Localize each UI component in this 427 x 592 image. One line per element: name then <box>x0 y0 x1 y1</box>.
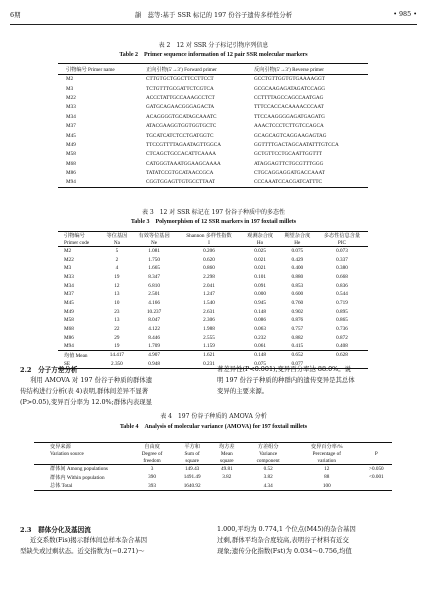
table2-cell-forward: GATGCAGAACGGGAGACTA <box>146 104 215 111</box>
table3-cell: 10.237 <box>146 308 162 315</box>
table3-cell: 0.882 <box>291 334 304 341</box>
section-2-3-right-line: 现象;遗传分化指数(Fst)为 0.034～0.756,均值 <box>217 547 352 555</box>
header-divider <box>10 24 417 25</box>
table4-header-row <box>34 450 392 457</box>
table3-cell: 19 <box>114 273 120 280</box>
table2-cell-forward: TGCATCATCTCCTGATGGTC <box>146 132 214 139</box>
table2-cell-primer-name: M94 <box>66 179 76 186</box>
table2-row <box>58 112 368 121</box>
section-2-2-right-line: 著差异性(P<0.001),变异百分率达 88.0%。说 <box>217 365 351 373</box>
table2-cell-primer-name: M37 <box>66 123 76 130</box>
table4-cell: 总体 Total <box>50 483 73 490</box>
table3-cell: 0.600 <box>291 291 304 298</box>
table3-cell: 0.876 <box>291 317 304 324</box>
table3-col-en: He <box>294 239 301 246</box>
table3-cell: 0.232 <box>254 334 266 341</box>
table2-primer-sequences <box>58 63 368 188</box>
table2-cell-forward: CATGGGTAAATGGAAGCAAAA <box>146 160 221 167</box>
table3-header-row-en <box>58 239 368 247</box>
running-head <box>10 10 417 22</box>
table4-cell: 149.43 <box>184 465 200 472</box>
table2-cell-reverse: ATAGGAGTTCTGCGTTTGGG <box>254 160 324 167</box>
table2-caption-cn: 表 2 12 对 SSR 分子标记引物序列信息 <box>158 42 269 49</box>
table3-cell: 2.041 <box>203 282 215 289</box>
section-2-2-left-line: 利用 AMOVA 对 197 份谷子种质的群体遗 <box>30 376 153 384</box>
table2-row <box>58 103 368 112</box>
table4-cell: 3.82 <box>222 474 232 481</box>
table4-col-cn <box>361 443 392 451</box>
table3-cell: M2 <box>64 248 72 255</box>
table3-cell: 0.075 <box>291 248 304 255</box>
table3-cell: 0.077 <box>291 360 304 367</box>
table4-cell: 群体内 Within population <box>50 474 105 481</box>
table4-cell: 0.52 <box>263 465 273 472</box>
table3-cell: 0.380 <box>336 265 348 272</box>
table3-cell: 0.853 <box>291 282 304 289</box>
table2-cell-forward: CTTGTGCTGGCTTCCTTCCT <box>146 76 214 83</box>
article-running-title: 韻 蕊等:基于 SSR 标记的 197 份谷子遗传多样性分析 <box>134 11 293 19</box>
table3-cell: 5 <box>115 248 119 255</box>
table3-row <box>58 316 368 325</box>
table3-caption-cn: 表 3 12 对 SSR 标记在 197 份谷子种质中的多态性 <box>142 209 285 216</box>
table2-row <box>58 168 368 177</box>
table3-row <box>58 247 368 256</box>
table2-cell-forward: ATACGAAGGTGGTGGTGCTC <box>146 123 217 130</box>
table2-cell-reverse: CCCAAATCCACGATCATTTC <box>254 179 323 186</box>
table3-col-en: PIC <box>337 239 346 246</box>
table4-cell: 390 <box>148 474 156 481</box>
table3-col-en: Ho <box>256 239 264 246</box>
table4-col-en: freedom <box>143 457 161 464</box>
table4-cell: 1491.49 <box>183 474 201 481</box>
table3-cell: 0.760 <box>291 299 304 306</box>
table4-cell: >0.050 <box>369 465 384 472</box>
table3-cell: 0.148 <box>254 352 266 359</box>
table3-cell: 14.417 <box>109 352 125 359</box>
table2-cell-primer-name: M3 <box>66 85 74 92</box>
table2-cell-reverse: GCCTGTTGGTGTGAAAAGGT <box>254 76 325 83</box>
table2-row <box>58 93 368 102</box>
table3-row <box>58 273 368 282</box>
table3-row <box>58 325 368 334</box>
table3-col-cn: 有效等位基因 <box>138 233 170 239</box>
table3-cell: 23 <box>114 308 120 315</box>
table3-cell: 29 <box>114 334 120 341</box>
table4-col-mid: Variance <box>259 450 278 457</box>
table2-row <box>58 140 368 149</box>
table3-col-en: I <box>208 239 210 246</box>
table3-cell: 0.836 <box>336 282 348 289</box>
table3-cell: 0.231 <box>203 360 215 367</box>
table4-col-cn: 变异百分率/% <box>310 444 343 450</box>
table3-cell: 0.101 <box>254 273 266 280</box>
table3-row <box>58 342 368 351</box>
table4-row <box>34 482 392 491</box>
table2-cell-primer-name: M34 <box>66 113 76 120</box>
section-2-3-left-line: 型缺失或过剩状态。近交指数为(−0.271)～ <box>20 547 145 555</box>
table2-cell-primer-name: M68 <box>66 160 76 167</box>
table3-cell: 0.415 <box>291 343 304 350</box>
table3-cell: 6.810 <box>148 282 160 289</box>
table3-cell: 19 <box>114 343 120 350</box>
section-2-2-right-line: 明 197 份谷子种质的种群内的遗传变异是其总体 <box>217 376 355 384</box>
table4-cell: 49.81 <box>220 465 233 472</box>
table3-cell: 0.945 <box>254 299 266 306</box>
section-2-2-left-line: (P>0.05),变异百分率为 12.0%;群体内表现显 <box>20 398 153 406</box>
table3-cell: 0.872 <box>336 334 348 341</box>
table2-cell-primer-name: M2 <box>66 76 74 83</box>
table3-cell: 1.159 <box>203 343 215 350</box>
table4-col-en: component <box>256 457 280 464</box>
table3-cell: 0.206 <box>203 248 215 255</box>
table2-cell-forward: TTCCGTTTTAGAATAGTTGGCA <box>146 141 221 148</box>
table3-row <box>58 264 368 273</box>
table2-cell-primer-name: M45 <box>66 132 76 139</box>
table3-cell: M58 <box>64 317 74 324</box>
table4-col-mid: Mean <box>220 450 233 457</box>
table3-cell: 2.631 <box>203 308 215 315</box>
table3-cell: 0.668 <box>336 273 348 280</box>
table4-col-en: square <box>220 457 234 464</box>
table3-row <box>58 255 368 264</box>
table4-cell: 1640.92 <box>183 482 201 489</box>
table2-cell-primer-name: M22 <box>66 94 76 101</box>
table4-caption-cn: 表 4 197 份谷子种质的 AMOVA 分析 <box>160 413 267 420</box>
table4-col-mid: Degree of <box>141 450 163 457</box>
table4-cell: 88 <box>324 474 330 481</box>
table2-cell-forward: ACAGGGGTGCATAGCAAATC <box>146 113 217 120</box>
table2-cell-forward: CTCAGCTGCCACATTCAAAA <box>146 151 217 158</box>
section-2-3-right-line: 1.000,平均为 0.774,1 个位点(M45)的杂合基因 <box>217 525 356 533</box>
table3-cell: 22 <box>114 326 120 333</box>
table3-cell: 1.540 <box>203 299 215 306</box>
table2-cell-reverse: CTGCAGGAGGATGACCAAAT <box>254 170 325 177</box>
table4-col-en: square <box>185 457 199 464</box>
table3-cell: 0.148 <box>254 308 266 315</box>
table4-col-mid: Sum of <box>184 450 200 457</box>
table3-cell: 1.709 <box>148 343 160 350</box>
table4-col-cn: 均方差 <box>219 444 235 450</box>
table3-cell: 0.025 <box>254 248 266 255</box>
table4-cell: 393 <box>148 482 156 489</box>
table4-col-cn: 平方和 <box>184 444 200 450</box>
table4-cell <box>210 482 243 491</box>
page-number: • 985 • <box>393 10 417 18</box>
table3-cell: 0.073 <box>336 248 348 255</box>
table4-col-en <box>361 457 392 464</box>
table3-cell: 0.429 <box>291 256 304 263</box>
table4-header-row <box>34 443 392 451</box>
table3-cell: 0.000 <box>254 291 266 298</box>
table2-row <box>58 159 368 168</box>
table2-col-forward: 正向引物(5′→3′) Forward primer <box>146 66 217 73</box>
table3-col-cn: 等位基因 <box>106 233 128 239</box>
table3-cell: M3 <box>64 265 72 272</box>
table3-cell: 0.337 <box>336 256 348 263</box>
table3-col-cn: 多态性信息含量 <box>323 233 361 239</box>
table3-cell: 4.122 <box>148 326 160 333</box>
table4-amova <box>34 442 392 491</box>
table2-cell-reverse: TTCCAAGGGGAGATGAGATG <box>254 113 325 120</box>
table3-cell: 0.652 <box>291 352 304 359</box>
table4-cell <box>361 482 392 491</box>
table3-cell: 13 <box>114 291 120 298</box>
table3-cell: 0.063 <box>254 326 266 333</box>
section-2-3-left-line: 近交系数(Fis)揭示群体间总样本杂合基因 <box>30 536 147 544</box>
table3-cell: 4.166 <box>148 299 160 306</box>
issue-number: 6期 <box>10 11 21 19</box>
table2-cell-reverse: TTTCCACCACAAAACCCAAT <box>254 104 324 111</box>
table2-row <box>58 178 368 187</box>
table3-cell: 0.086 <box>254 317 266 324</box>
table3-cell: 0.860 <box>203 265 215 272</box>
table3-cell: M22 <box>64 256 74 263</box>
table3-row <box>58 333 368 342</box>
table2-header-row <box>58 64 368 75</box>
table2-col-reverse: 反向引物(5′→3′) Reverse primer <box>254 66 324 73</box>
table3-cell: 0.091 <box>254 282 266 289</box>
table3-col-cn: Shannon 多样性指数 <box>186 233 232 239</box>
table3-cell: 1.247 <box>203 291 215 298</box>
table4-cell: 群体间 Among populations <box>50 466 108 473</box>
table3-cell: 4 <box>115 265 119 272</box>
table4-col-mid: Variation source <box>50 450 84 457</box>
table3-cell: 10 <box>114 299 120 306</box>
table4-col-cn: 变异来源 <box>50 444 71 450</box>
table3-cell: 0.021 <box>254 256 266 263</box>
table3-caption-en: Table 3 Polymorphism of 12 SSR markers in 197 foxtail millets <box>130 219 297 225</box>
table4-col-en <box>34 457 130 464</box>
table3-cell: M49 <box>64 308 74 315</box>
table3-cell: 0.902 <box>291 308 304 315</box>
table3-cell: M86 <box>64 334 74 341</box>
table3-cell: 8.047 <box>148 317 160 324</box>
table2-cell-forward: TCTGTTTGCGATTCTCGTCA <box>146 85 214 92</box>
table3-cell: M37 <box>64 291 74 298</box>
table3-cell: 0.736 <box>336 326 348 333</box>
table4-col-cn: 方差组分 <box>257 444 279 450</box>
table3-polymorphism <box>58 231 368 369</box>
table3-col-cn: 观测杂合度 <box>247 233 274 239</box>
table2-cell-primer-name: M86 <box>66 170 76 177</box>
table3-cell: 均值 Mean <box>64 352 88 359</box>
table4-col-cn: 自由度 <box>144 444 160 450</box>
table3-cell: 2.298 <box>203 273 215 280</box>
table3-mean-row <box>58 351 368 360</box>
table2-row <box>58 150 368 159</box>
table3-cell: 2.350 <box>111 360 123 367</box>
section-2-2-heading: 2.2 分子方差分析 <box>20 366 78 374</box>
table2-row <box>58 84 368 93</box>
table3-cell: 4.907 <box>148 352 160 359</box>
table4-cell: 3 <box>150 465 154 472</box>
table3-cell: 0.400 <box>291 265 304 272</box>
table4-col-mid: P <box>374 450 378 457</box>
table4-cell: 100 <box>322 482 331 489</box>
table2-cell-reverse: GCTGTTCCTGCAATTGGTTT <box>254 151 323 158</box>
table3-cell: 1.750 <box>148 256 160 263</box>
table3-cell: 0.719 <box>336 299 348 306</box>
table4-row <box>34 464 392 473</box>
table3-cell: 0.757 <box>291 326 304 333</box>
table2-cell-forward: ACCCTATTGCCAAAGCCTCT <box>146 94 215 101</box>
table2-row <box>58 131 368 140</box>
table3-col-cn: 引物编号 <box>64 233 85 239</box>
table3-row <box>58 299 368 308</box>
table3-cell: M34 <box>64 282 74 289</box>
table3-cell: 0.948 <box>148 360 160 367</box>
table3-cell: 13 <box>114 317 120 324</box>
table3-row <box>58 290 368 299</box>
table3-col-en: Ne <box>151 239 158 246</box>
table3-cell: 8.446 <box>148 334 160 341</box>
table4-row <box>34 473 392 482</box>
table3-cell: M94 <box>64 343 74 350</box>
table3-row <box>58 307 368 316</box>
table3-cell: 0.880 <box>291 273 304 280</box>
table2-cell-reverse: GGTTTTGACTAGCAATATTTGTCCA <box>254 141 339 148</box>
table2-cell-forward: CGGTGGAGTTGTGCCTTAAT <box>146 179 216 186</box>
table3-cell: 2.501 <box>148 291 160 298</box>
table3-cell: M68 <box>64 326 74 333</box>
table3-cell: 0.075 <box>254 360 266 367</box>
table3-cell: M33 <box>64 273 74 280</box>
table2-cell-reverse: GCGCAAGAGATAGATCCAGG <box>254 85 326 92</box>
table3-cell: 12 <box>114 282 120 289</box>
table2-cell-forward: TATATCCGTGCATAACCGCA <box>146 170 214 177</box>
table3-cell: 0.408 <box>336 343 348 350</box>
table3-col-en: Primer code <box>64 239 90 246</box>
table2-caption-en: Table 2 Primer sequence information of 12 pair SSR molecular markers <box>119 52 308 58</box>
table4-header-row <box>34 457 392 464</box>
table2-row <box>58 121 368 130</box>
table4-cell: 4.34 <box>263 482 273 489</box>
table2-cell-primer-name: M58 <box>66 151 76 158</box>
table3-header-row-cn <box>58 232 368 240</box>
section-2-2-left-line: 传结构进行分析(表 4)表明,群体间差异不显著 <box>20 387 149 395</box>
table3-cell: 2.555 <box>203 334 215 341</box>
table3-col-en: Na <box>113 239 120 246</box>
section-2-3-right-line: 过剩,群体平均杂合度较高,表明谷子材料有近交 <box>217 536 349 544</box>
table2-row <box>58 75 368 84</box>
table3-cell: 0.620 <box>203 256 215 263</box>
table3-cell: 1.665 <box>148 265 160 272</box>
table3-cell: 0.628 <box>336 352 348 359</box>
table3-cell: 0.895 <box>336 308 348 315</box>
table3-cell: 2 <box>115 256 119 263</box>
table3-cell: 2.306 <box>203 317 215 324</box>
table4-cell: <0.001 <box>369 474 384 481</box>
section-2-3-heading: 2.3 群体分化及基因流 <box>20 526 91 534</box>
table3-cell: 1.988 <box>203 326 215 333</box>
table2-col-primer-name: 引物编号 Primer name <box>66 66 115 73</box>
table4-cell: 3.82 <box>263 474 273 481</box>
table3-cell: 0.021 <box>254 265 266 272</box>
table2-cell-primer-name: M33 <box>66 104 76 111</box>
table4-cell: 12 <box>324 465 330 472</box>
table4-caption-en: Table 4 Analysis of molecular variance (AMOVA) for 197 foxtail millets <box>119 424 308 430</box>
table3-cell: 8.347 <box>148 273 160 280</box>
table2-cell-reverse: GCAGCAGTCAGGAAGAGTAG <box>254 132 327 139</box>
table2-cell-reverse: AAACTCCCTCTTGTCCAGCA <box>254 123 324 130</box>
table4-col-mid: Percentage of <box>312 450 341 457</box>
table3-cell: SE <box>64 360 71 367</box>
table3-cell: M45 <box>64 299 74 306</box>
table3-cell: 1.081 <box>148 248 160 255</box>
table3-row <box>58 281 368 290</box>
table2-cell-primer-name: M49 <box>66 141 76 148</box>
section-2-2-right-line: 变异的主要来源。 <box>217 387 269 395</box>
table2-cell-reverse: CCTTTTAGCCAGCCAATGAG <box>254 94 324 101</box>
table4-col-en: variation <box>317 457 336 464</box>
table3-col-cn: 期望杂合度 <box>284 233 311 239</box>
table3-cell: 0.061 <box>254 343 266 350</box>
table3-cell: 0.544 <box>336 291 348 298</box>
table3-cell: 1.621 <box>203 352 215 359</box>
table3-cell: 0.865 <box>336 317 348 324</box>
